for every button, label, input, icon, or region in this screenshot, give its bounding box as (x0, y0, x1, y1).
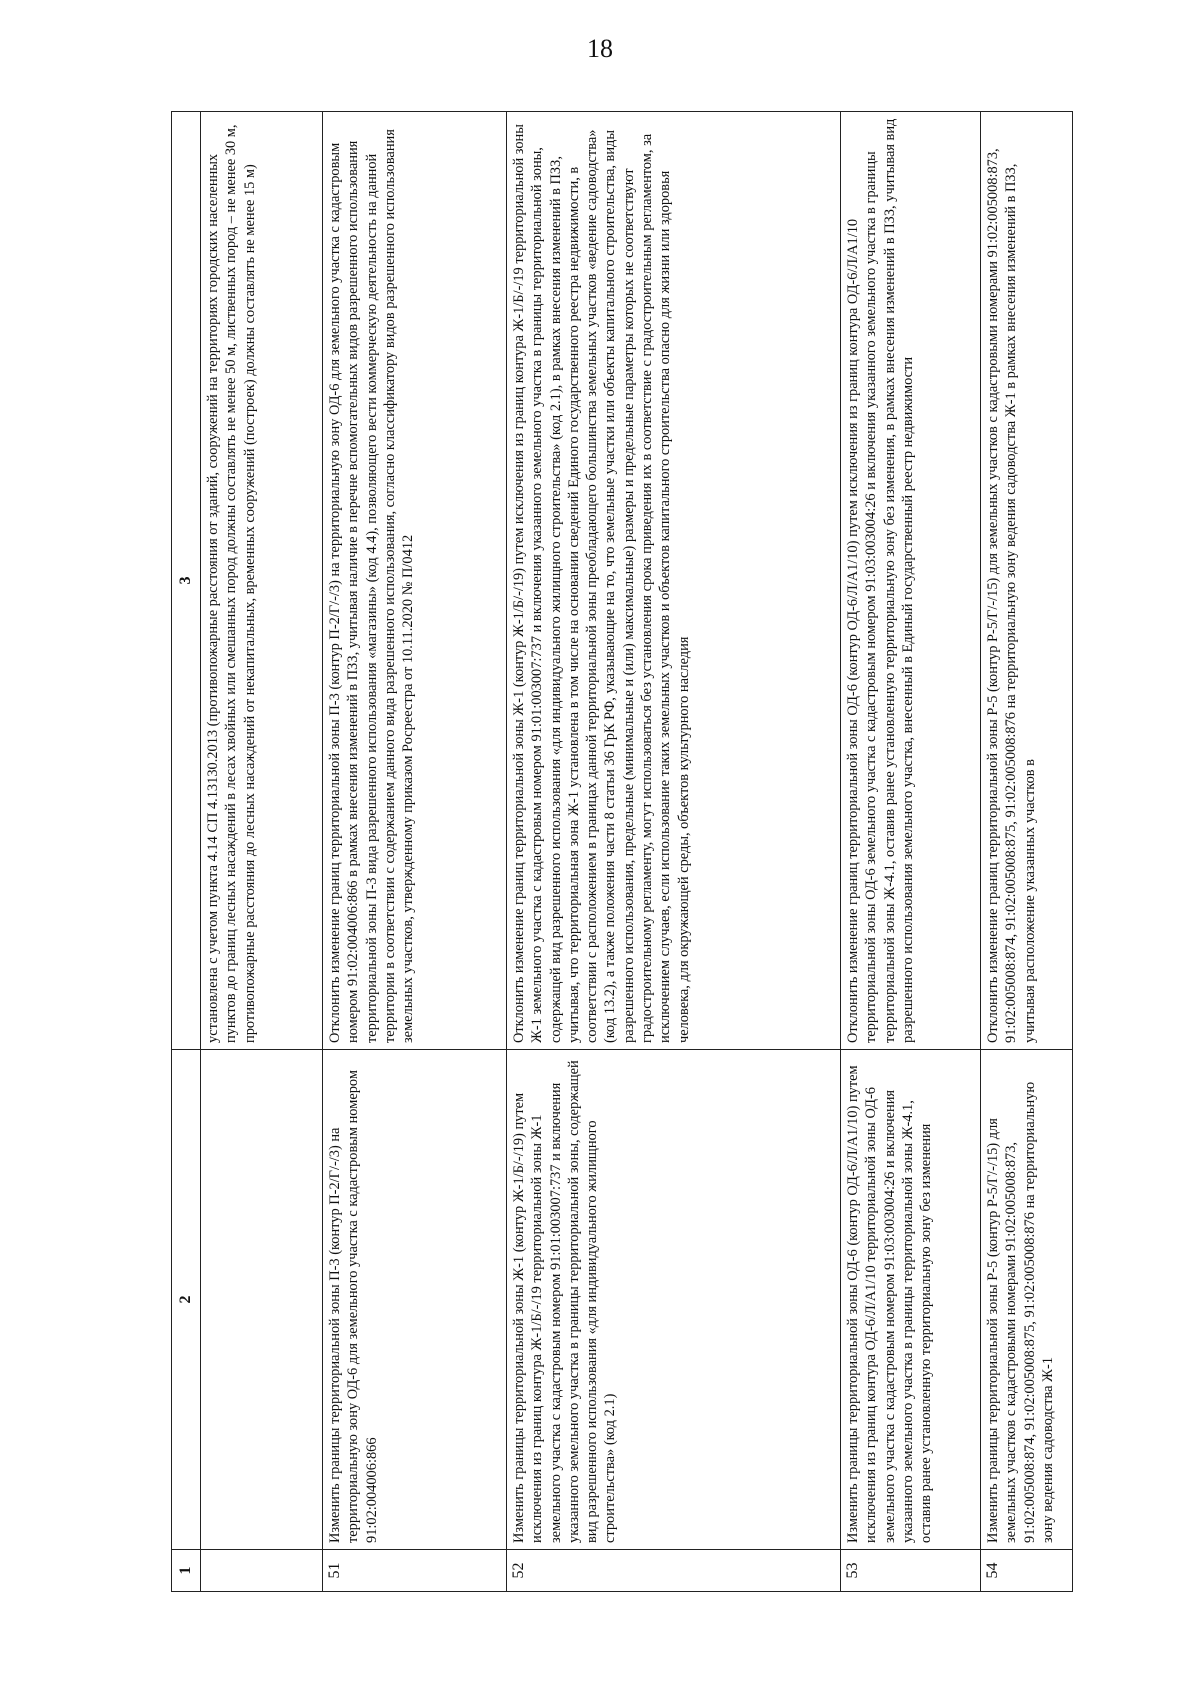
header-col-3: 3 (172, 112, 201, 1050)
decisions-table (171, 111, 1073, 1592)
row-number (201, 1550, 323, 1592)
rotated-table-wrapper (171, 112, 1067, 1592)
page-number: 18 (587, 34, 613, 63)
decision-cell: Отклонить изменение границ территориальной зоны П-3 (контур П-2/Г/-/3) на территориальную зону ОД-6 для земельного участка с кадастровым номером 91:02:004006:866 в рамках внесения изменений в ПЗЗ, учитывая наличие в перечне вспомогательных видов разрешенного использования территориальной зоны П-3 вида разрешенного использования «магазины» (код 4.4), позволяющего вести коммерческую деятельность на данной территории в соответствии с содержанием данного вида разрешенного использования, согласно классификатору видов разрешенного использования земельных участков, утвержденному приказом Росреестра от 10.11.2020 № П/0412 (323, 112, 507, 1050)
table-row (841, 112, 981, 1592)
proposal-cell: Изменить границы территориальной зоны П-3 (контур П-2/Г/-/3) на территориальную зону ОД-6 для земельного участка с кадастровым номером 91:02:004006:866 (323, 1050, 507, 1550)
header-col-2: 2 (172, 1050, 201, 1550)
proposal-cell (201, 1050, 323, 1550)
row-number: 51 (323, 1550, 507, 1592)
table-header-row (172, 112, 201, 1592)
row-number: 52 (507, 1550, 841, 1592)
proposal-cell: Изменить границы территориальной зоны Ж-1 (контур Ж-1/Б/-/19) путем исключения из границ контура Ж-1/Б/-/19 территориальной зоны Ж-1 земельного участка с кадастровым номером 91:01:003007:737 и включения указанного земельного участка в границы территориальной зоны, содержащей вид разрешенного использования «для индивидуального жилищного строительства» (код 2.1) (507, 1050, 841, 1550)
table-row (323, 112, 507, 1592)
decision-cell: Отклонить изменение границ территориальной зоны Р-5 (контур Р-5/Г/-/15) для земельных участков с кадастровыми номерами 91:02:005008:873, 91:02:005008:874, 91:02:005008:875, 91:02:005008:876 на территориальную зону ведения садоводства Ж-1 в рамках внесения изменений в ПЗЗ, учитывая расположение указанных участков в (981, 112, 1073, 1050)
table-row (981, 112, 1073, 1592)
decision-cell: Отклонить изменение границ территориальной зоны Ж-1 (контур Ж-1/Б/-/19) путем исключения из границ контура Ж-1/Б/-/19 территориальной зоны Ж-1 земельного участка с кадастровым номером 91:01:003007:737 и включения указанного земельного участка в границы территориальной зоны, содержащей вид разрешенного использования «для индивидуального жилищного строительства» (код 2.1), в рамках внесения изменений в ПЗЗ, учитывая, что территориальная зона Ж-1 установлена в том числе на основании сведений Единого государственного реестра недвижимости, в соответствии с расположением в границах данной территориальной зоны преобладающего большинства земельных участков «ведение садоводства» (код 13.2), а также положения части 8 статьи 36 ГрК РФ, указывающие на то, что земельные участки или объекты капитального строительства, виды разрешенного использования, предельные (минимальные и (или) максимальные) размеры и предельные параметры которых не соответствуют градостроительному регламенту, могут использоваться без установления срока приведения их в соответствие с градостроительным регламентом, за исключением случаев, если использование таких земельных участков и объектов капитального строительства опасно для жизни или здоровья человека, для окружающей среды, объектов культурного наследия (507, 112, 841, 1050)
table-row (507, 112, 841, 1592)
row-number: 54 (981, 1550, 1073, 1592)
proposal-cell: Изменить границы территориальной зоны Р-5 (контур Р-5/Г/-/15) для земельных участков с кадастровыми номерами 91:02:005008:873, 91:02:005008:874, 91:02:005008:875, 91:02:005008:876 на территориальную зону ведения садоводства Ж-1 (981, 1050, 1073, 1550)
proposal-cell: Изменить границы территориальной зоны ОД-6 (контур ОД-6/Л/А1/10) путем исключения из границ контура ОД-6/Л/А1/10 территориальной зоны ОД-6 земельного участка с кадастровым номером 91:03:003004:26 и включения указанного земельного участка в границы территориальной зоны Ж-4.1, оставив ранее установленную территориальную зону без изменения (841, 1050, 981, 1550)
row-number: 53 (841, 1550, 981, 1592)
decision-cell: установлена с учетом пункта 4.14 СП 4.13130.2013 (противопожарные расстояния от зданий, сооружений на территориях городских населенных пунктов до границ лесных насаждений в лесах хвойных или смешанных пород должны составлять не менее 50 м, лиственных пород – не менее 30 м, противопожарные расстояния до лесных насаждений от некапитальных, временных сооружений (построек) должны составлять не менее 15 м) (201, 112, 323, 1050)
decision-cell: Отклонить изменение границ территориальной зоны ОД-6 (контур ОД-6/Л/А1/10) путем исключения из границ контура ОД-6/Л/А1/10 территориальной зоны ОД-6 земельного участка с кадастровым номером 91:03:003004:26 и включения указанного земельного участка в границы территориальной зоны Ж-4.1, оставив ранее установленную территориальную зону без изменения, в рамках внесения изменений в ПЗЗ, учитывая вид разрешенного использования земельного участка, внесенный в Единый государственный реестр недвижимости (841, 112, 981, 1050)
table-row (201, 112, 323, 1592)
header-col-1: 1 (172, 1550, 201, 1592)
